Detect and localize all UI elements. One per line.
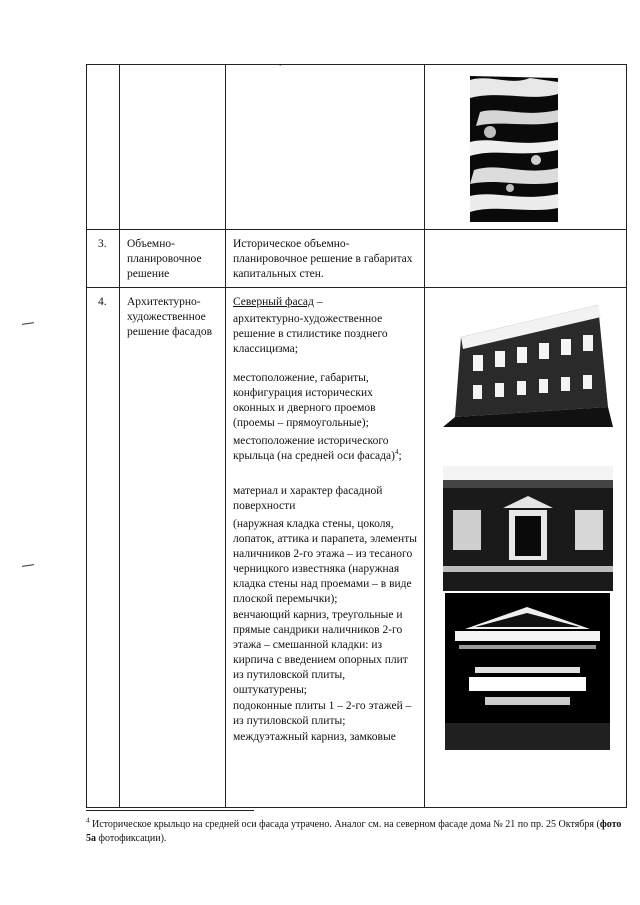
row-number bbox=[87, 65, 120, 230]
paragraph-end: ; bbox=[398, 450, 402, 462]
table-row bbox=[87, 230, 627, 288]
paragraph: архитектурно-художественное решение в стилистике позднего классицизма; bbox=[233, 313, 388, 355]
row-desc: Историческое объемно-планировочное решение в габаритах капитальных стен. bbox=[226, 230, 425, 288]
footnote-ref: 4 bbox=[394, 448, 399, 457]
paragraph: венчающий карниз, треугольные и прямые сандрики наличников 2-го этажа – смешанной кладки: из кирпича с введением опорных плит из путиловской плиты, оштукатурены; bbox=[233, 609, 408, 696]
paragraph: материал и характер фасадной поверхности bbox=[233, 485, 383, 512]
margin-mark bbox=[22, 564, 34, 567]
row-number: 3. bbox=[87, 230, 120, 288]
row-name: Архитектурно-художественное решение фасадов bbox=[120, 288, 226, 808]
facade-title: Северный фасад bbox=[233, 296, 314, 308]
footnote-marker: 4 bbox=[86, 816, 90, 825]
paragraph bbox=[233, 434, 418, 464]
margin-mark bbox=[22, 322, 34, 325]
stone-texture-photo bbox=[470, 72, 558, 222]
footnote bbox=[86, 818, 626, 846]
row-photo-cell bbox=[425, 230, 627, 288]
paragraph: междуэтажный карниз, замковые bbox=[233, 731, 396, 743]
row-desc bbox=[226, 65, 425, 230]
window-detail-photo bbox=[443, 466, 613, 591]
paragraph: подоконные плиты 1 – 2-го этажей – из путиловской плиты; bbox=[233, 700, 412, 727]
footnote-photo-ref: фото 5а bbox=[86, 819, 622, 844]
paragraph: (наружная кладка стены, цоколя, лопаток, аттика и парапета, элементы наличников 2-го этажа – из тесаного черницкого известняка (наружная кладка стены над проемами – в виде плоской перемычки); bbox=[233, 518, 417, 605]
row-name: Объемно-планировочное решение bbox=[120, 230, 226, 288]
building-facade-photo bbox=[443, 297, 613, 427]
row-name bbox=[120, 65, 226, 230]
cornice-detail-photo bbox=[445, 593, 610, 750]
paragraph-text: местоположение исторического крыльца (на средней оси фасада) bbox=[233, 435, 395, 462]
footnote-rule bbox=[86, 810, 254, 811]
facade-title-dash: – bbox=[313, 296, 323, 308]
paragraph: местоположение, габариты, конфигурация исторических оконных и дверного проемов (проемы – прямоугольные); bbox=[233, 372, 376, 429]
footnote-text: Историческое крыльцо на средней оси фасада утрачено. Аналог см. на северном фасаде дома № 21 по пр. 25 Октября ( bbox=[89, 819, 600, 830]
row-number: 4. bbox=[87, 288, 120, 808]
row-desc bbox=[226, 288, 425, 808]
page-dot: . bbox=[279, 58, 282, 68]
footnote-text-end: фотофиксации). bbox=[96, 833, 167, 844]
